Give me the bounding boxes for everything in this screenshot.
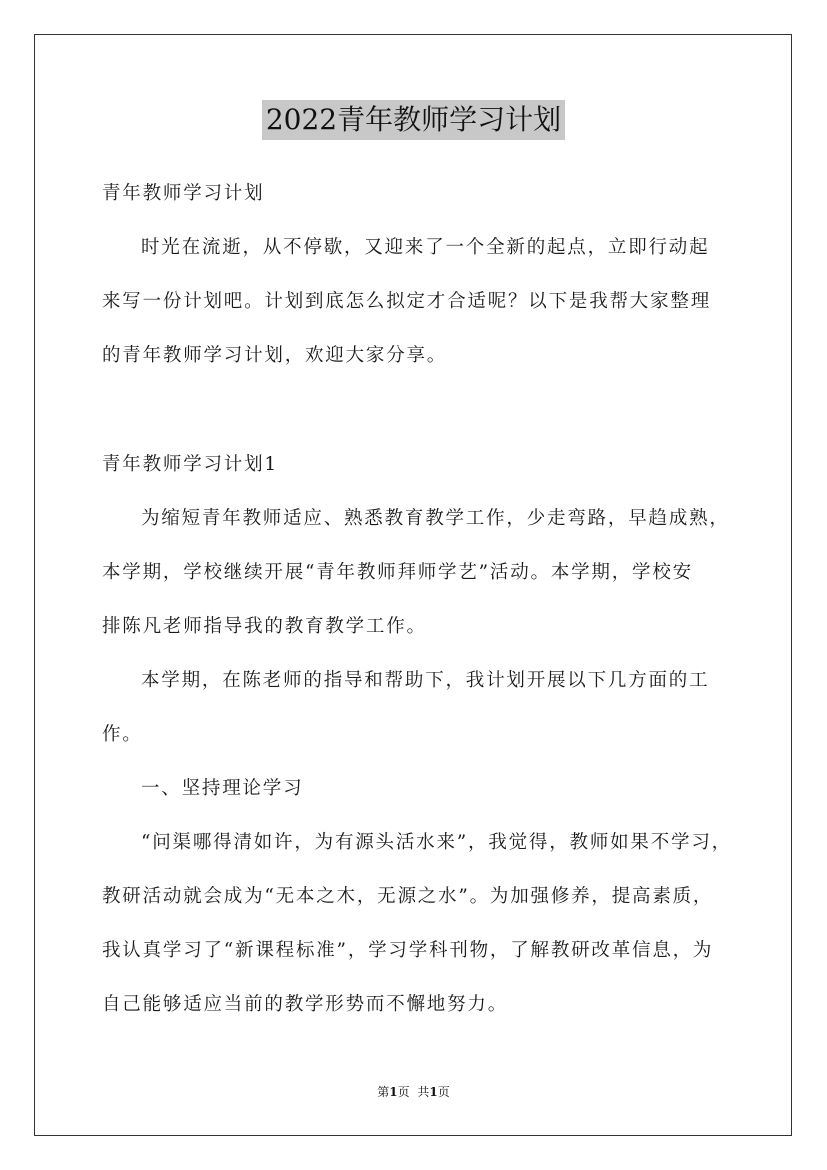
footer-total-suffix: 页 bbox=[437, 1085, 450, 1099]
footer-total-prefix: 共 bbox=[417, 1085, 430, 1099]
paragraph-line: 自己能够适应当前的教学形势而不懈地努力。 bbox=[102, 994, 509, 1015]
title-area bbox=[0, 100, 827, 140]
footer-current-page: 1 bbox=[389, 1085, 398, 1099]
paragraph-line: 为缩短青年教师适应、熟悉教育教学工作，少走弯路，早趋成熟， bbox=[141, 508, 730, 529]
paragraph-line: 教研活动就会成为“无本之木，无源之水”。为加强修养，提高素质， bbox=[102, 886, 714, 907]
footer-total-pages: 1 bbox=[429, 1085, 438, 1099]
section-heading-plan-1: 青年教师学习计划1 bbox=[102, 454, 278, 475]
paragraph-line: 作。 bbox=[102, 724, 143, 745]
subsection-heading: 一、坚持理论学习 bbox=[141, 778, 304, 799]
paragraph-line: 本学期，在陈老师的指导和帮助下，我计划开展以下几方面的工 bbox=[141, 670, 710, 691]
paragraph-line: “问渠哪得清如许，为有源头活水来”，我觉得，教师如果不学习， bbox=[141, 832, 732, 853]
footer-page-word: 页 bbox=[397, 1085, 410, 1099]
footer-prefix: 第 bbox=[377, 1085, 390, 1099]
paragraph-line: 本学期，学校继续开展“青年教师拜师学艺”活动。本学期，学校安 bbox=[102, 562, 693, 583]
paragraph-line: 我认真学习了“新课程标准”，学习学科刊物，了解教研改革信息，为 bbox=[102, 940, 714, 961]
paragraph-line: 来写一份计划吧。计划到底怎么拟定才合适呢？以下是我帮大家整理 bbox=[102, 291, 712, 312]
section-heading-intro: 青年教师学习计划 bbox=[102, 183, 265, 204]
page-footer bbox=[0, 1084, 827, 1100]
document-title: 2022青年教师学习计划 bbox=[262, 100, 565, 140]
paragraph-line: 排陈凡老师指导我的教育教学工作。 bbox=[102, 616, 427, 637]
paragraph-line: 的青年教师学习计划，欢迎大家分享。 bbox=[102, 345, 448, 366]
paragraph-line: 时光在流逝，从不停歇，又迎来了一个全新的起点，立即行动起 bbox=[141, 237, 710, 258]
